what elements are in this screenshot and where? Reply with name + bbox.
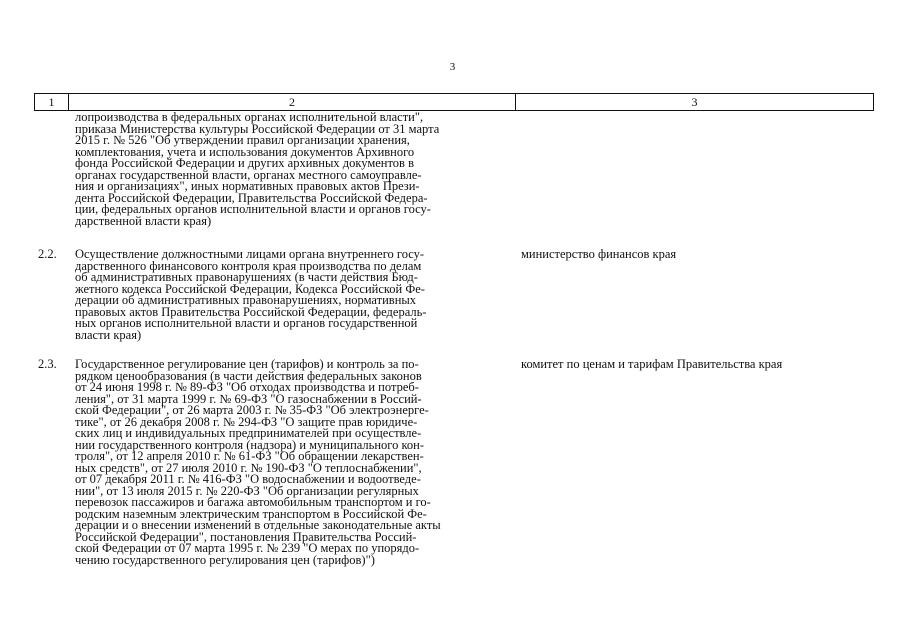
text-line: ских лиц и индивидуальных предпринимателей при осуществле- xyxy=(75,426,422,440)
text-line: Государственное регулирование цен (тарифов) и контроль за по- xyxy=(75,357,419,371)
text-line: жетного кодекса Российской Федерации, Кодекса Российской Фе- xyxy=(75,281,425,296)
text-line: дента Российской Федерации, Правительства Российской Федера- xyxy=(75,190,428,205)
text-line: нии", от 13 июля 2015 г. № 220-ФЗ "Об организации регулярных xyxy=(75,483,419,498)
column-header-2: 2 xyxy=(69,94,516,111)
text-line: органах государственной власти, органах местного самоуправле- xyxy=(75,167,422,182)
text-line: дарственного финансового контроля края производства по делам xyxy=(75,258,422,273)
text-line: приказа Министерства культуры Российской Федерации от 31 марта xyxy=(75,121,440,136)
text-line: рядком ценообразования (в части действия федеральных законов xyxy=(75,368,422,383)
text-line: дарственной власти края) xyxy=(75,213,212,228)
text-line: Осуществление должностными лицами органа внутреннего госу- xyxy=(75,247,425,261)
row-description xyxy=(75,359,515,566)
text-line: перевозок пассажиров и багажа автомобильным транспортом и го- xyxy=(75,495,431,509)
column-header-row xyxy=(35,94,874,111)
page-number: 3 xyxy=(449,61,456,73)
text-line: нии государственного контроля (надзора) и муниципального кон- xyxy=(75,437,425,452)
column-header-3: 3 xyxy=(516,94,874,111)
text-line: от 07 декабря 2011 г. № 416-ФЗ "О водоснабжении и водоотведе- xyxy=(75,472,421,486)
text-line: 2015 г. № 526 "Об утверждении правил организации хранения, xyxy=(75,133,410,147)
text-line: чению государственного регулирования цен (тарифов)") xyxy=(75,552,375,567)
text-line: ния и организациях", иных нормативных правовых актов Прези- xyxy=(75,179,420,193)
text-line: дерации об административных правонарушениях, нормативных xyxy=(75,293,417,307)
text-line: ления", от 31 марта 1999 г. № 69-ФЗ "О газоснабжении в Россий- xyxy=(75,391,422,406)
text-line: комплектования, учета и использования документов Архивного xyxy=(75,144,415,159)
column-header-table xyxy=(34,93,874,111)
row-responsible-body: комитет по ценам и тарифам Правительства края xyxy=(521,357,783,371)
text-line: власти края) xyxy=(75,327,142,342)
text-line: родским наземным электрическим транспортом в Российской Фе- xyxy=(75,506,427,521)
text-line: ской Федерации", от 26 марта 2003 г. № 35-ФЗ "Об электроэнерге- xyxy=(75,403,429,417)
row-description xyxy=(75,112,515,227)
text-line: ных средств", от 27 июля 2010 г. № 190-ФЗ "О теплоснабжении", xyxy=(75,460,422,475)
row-description xyxy=(75,249,515,341)
row-number: 2.2. xyxy=(38,247,57,261)
text-line: ции, федеральных органов исполнительной власти и органов госу- xyxy=(75,202,431,216)
text-line: лопроизводства в федеральных органах исполнительной власти", xyxy=(75,110,424,124)
text-line: об административных правонарушениях (в части действия Бюд- xyxy=(75,270,418,284)
text-line: троля", от 12 апреля 2010 г. № 61-ФЗ "Об обращении лекарствен- xyxy=(75,449,424,463)
text-line: от 24 июня 1998 г. № 89-ФЗ "Об отходах производства и потреб- xyxy=(75,380,419,394)
text-line: Российской Федерации", постановления Правительства Россий- xyxy=(75,529,417,544)
text-line: дерации и о внесении изменений в отдельные законодательные акты xyxy=(75,518,441,532)
column-header-1: 1 xyxy=(35,94,69,111)
row-responsible-body: министерство финансов края xyxy=(521,247,677,261)
text-line: ных органов исполнительной власти и органов государственной xyxy=(75,316,418,330)
text-line: ской Федерации от 07 марта 1995 г. № 239 "О мерах по упорядо- xyxy=(75,541,420,555)
text-line: правовых актов Правительства Российской Федерации, федераль- xyxy=(75,304,427,319)
text-line: фонда Российской Федерации и других архивных документов в xyxy=(75,156,414,170)
row-number: 2.3. xyxy=(38,357,57,371)
text-line: тике", от 26 декабря 2008 г. № 294-ФЗ "О защите прав юридиче- xyxy=(75,414,418,429)
